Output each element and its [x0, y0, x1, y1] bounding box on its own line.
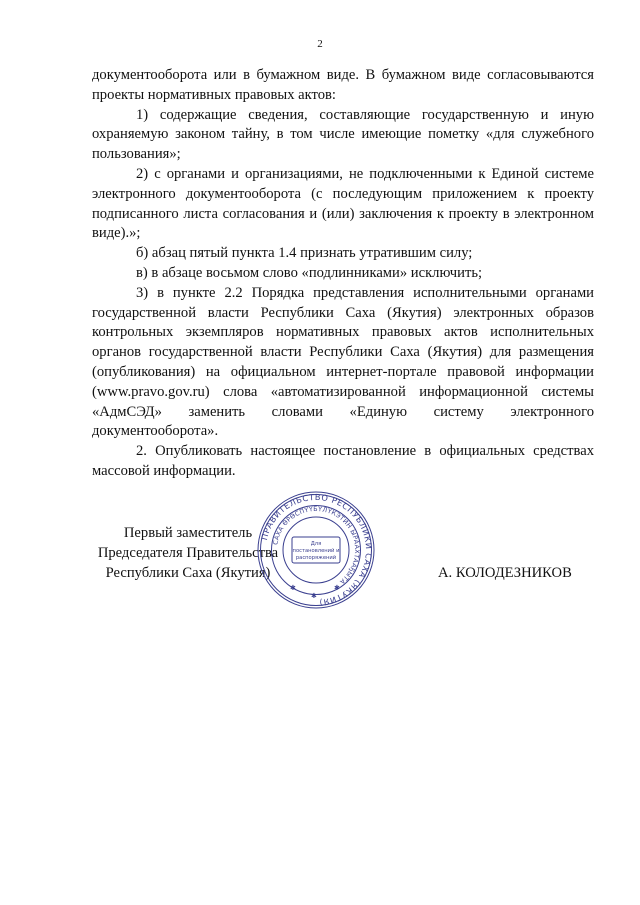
seal-center-line-1: Для: [310, 541, 322, 547]
seal-outer-text: ПРАВИТЕЛЬСТВО РЕСПУБЛИКИ САХА (ЯКУТИЯ): [259, 491, 375, 608]
document-body: [92, 66, 594, 482]
signatory-title-line-1: Первый заместитель: [123, 525, 253, 541]
paragraph-item-2: 2) с органами и организациями, не подключенными к Единой системе электронного документооборота (с последующим приложением к проекту подписанного листа согласования и (или) заключения к проекту в электронном виде).»;: [92, 165, 594, 242]
svg-text:✱: ✱: [311, 592, 317, 600]
signatory-title-line-3: Республики Саха (Якутия): [105, 564, 271, 581]
seal-center-line-3: распоряжений: [295, 555, 337, 561]
paragraph-item-1: 1) содержащие сведения, составляющие государственную и иную охраняемую законом тайну, в том числе имеющие пометку «для служебного пользования»;: [92, 106, 594, 163]
page-number: 2: [317, 38, 323, 50]
seal-center-line-2: постановлений и: [292, 548, 340, 554]
seal-inner-text: САХА ӨРӨСПҮҮБҮЛҮКЭТИН ЫРААХТААҔЫТА: [272, 505, 361, 586]
signatory-title-line-2: Председателя Правительства: [97, 544, 279, 561]
paragraph-continuation: документооборота или в бумажном виде. В бумажном виде согласовываются проекты нормативных правовых актов:: [92, 67, 594, 103]
svg-text:✱: ✱: [290, 584, 296, 592]
paragraph-item-v: в) в абзаце восьмом слово «подлинниками» исключить;: [136, 264, 483, 281]
official-seal: [256, 490, 376, 610]
paragraph-item-3: 3) в пункте 2.2 Порядка представления исполнительными органами государственной власти Республики Саха (Якутия) электронных образов контрольных экземпляров нормативных правовых актов исполнительных органов государственной власти Республики Саха (Якутия) для размещения (опубликования) на официальном интернет-портале правовой информации (www.pravo.gov.ru) слова «автоматизированной информационной системы «АдмСЭД» заменить словами «Единую систему электронного документооборота».: [92, 284, 594, 440]
signer-name: А. КОЛОДЕЗНИКОВ: [438, 565, 572, 581]
svg-text:✱: ✱: [334, 584, 340, 592]
paragraph-item-b: б) абзац пятый пункта 1.4 признать утратившим силу;: [136, 245, 473, 262]
paragraph-point-2: 2. Опубликовать настоящее постановление в официальных средствах массовой информации.: [92, 443, 594, 479]
